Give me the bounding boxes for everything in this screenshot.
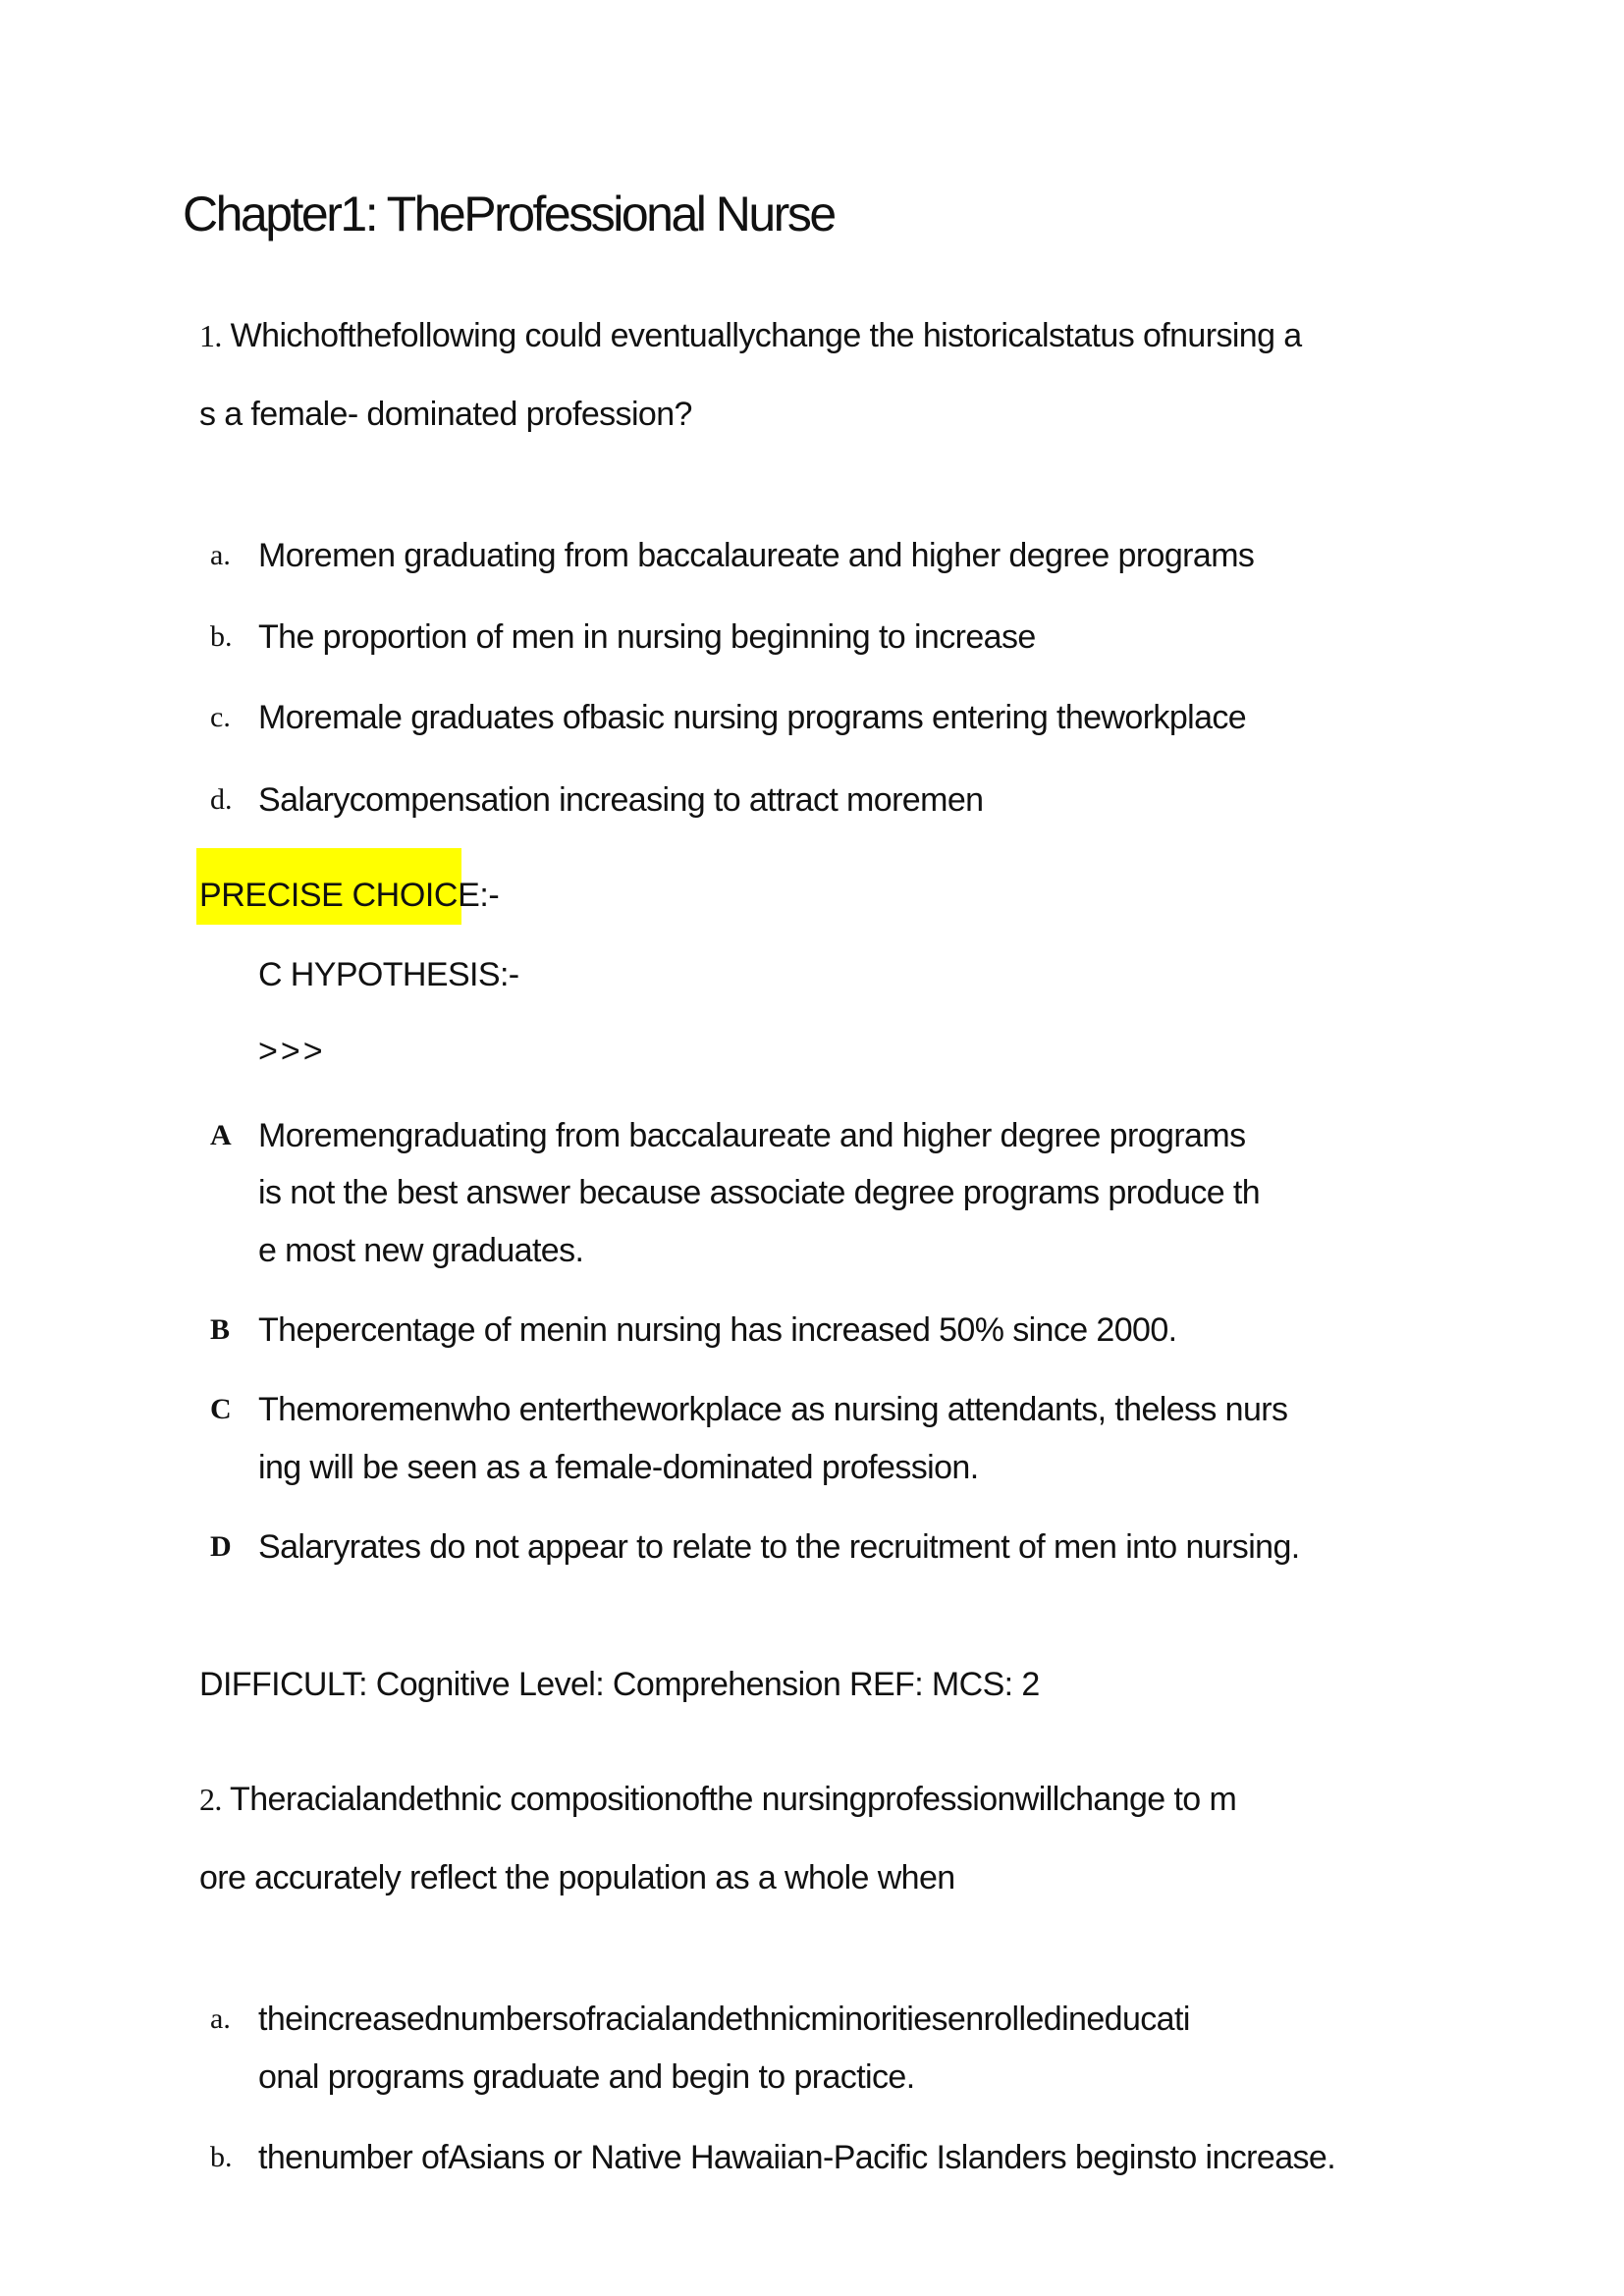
question-1-number: 1. bbox=[199, 318, 222, 353]
question-2-stem-line-1 bbox=[199, 1781, 1236, 1819]
q2-option-a-line-1: theincreasednumbersofracialandethnicminoritiesenrolledineducati bbox=[258, 2001, 1190, 2038]
option-a-letter: a. bbox=[210, 539, 231, 571]
rationale-a-letter: A bbox=[210, 1119, 232, 1151]
rationale-a-line-1: Moremengraduating from baccalaureate and higher degree programs bbox=[258, 1117, 1246, 1154]
question-1-meta: DIFFICULT: Cognitive Level: Comprehension REF: MCS: 2 bbox=[199, 1666, 1040, 1703]
question-1-stem-line-1 bbox=[199, 317, 1302, 355]
rationale-c-line-1: Themoremenwho entertheworkplace as nursing attendants, theless nurs bbox=[258, 1391, 1288, 1428]
answer-label: PRECISE CHOICE:- bbox=[199, 877, 500, 914]
arrows-marker: >>> bbox=[258, 1033, 326, 1070]
option-c-letter: c. bbox=[210, 701, 231, 733]
rationale-b-line-1: Thepercentage of menin nursing has increased 50% since 2000. bbox=[258, 1311, 1177, 1349]
rationale-c-line-2: ing will be seen as a female-dominated profession. bbox=[258, 1449, 979, 1486]
rationale-b-letter: B bbox=[210, 1313, 231, 1346]
q2-option-b-letter: b. bbox=[210, 2141, 233, 2173]
option-d-letter: d. bbox=[210, 783, 233, 816]
rationale-a-line-3: e most new graduates. bbox=[258, 1232, 584, 1269]
rationale-d-letter: D bbox=[210, 1530, 232, 1563]
rationale-d-line-1: Salaryrates do not appear to relate to the recruitment of men into nursing. bbox=[258, 1528, 1300, 1566]
rationale-a-line-2: is not the best answer because associate degree programs produce th bbox=[258, 1174, 1261, 1211]
rationale-c-letter: C bbox=[210, 1393, 232, 1425]
option-d-text: Salarycompensation increasing to attract moremen bbox=[258, 781, 984, 819]
hypothesis-label: C HYPOTHESIS:- bbox=[258, 956, 519, 993]
question-1-stem-line-2: s a female- dominated profession? bbox=[199, 396, 692, 433]
option-b-letter: b. bbox=[210, 620, 233, 653]
question-2-number: 2. bbox=[199, 1782, 222, 1817]
chapter-title: Chapter1: TheProfessional Nurse bbox=[183, 187, 835, 241]
q2-option-a-letter: a. bbox=[210, 2002, 231, 2035]
q2-option-b-line-1: thenumber ofAsians or Native Hawaiian-Pacific Islanders beginsto increase. bbox=[258, 2139, 1336, 2176]
option-c-text: Moremale graduates ofbasic nursing programs entering theworkplace bbox=[258, 699, 1247, 736]
option-b-text: The proportion of men in nursing beginning to increase bbox=[258, 618, 1036, 656]
question-1-stem-text-1: Whichofthefollowing could eventuallychange the historicalstatus ofnursing a bbox=[230, 317, 1302, 354]
q2-option-a-line-2: onal programs graduate and begin to practice. bbox=[258, 2058, 915, 2096]
question-2-stem-line-2: ore accurately reflect the population as a whole when bbox=[199, 1859, 955, 1896]
question-2-stem-text-1: Theracialandethnic compositionofthe nursingprofessionwillchange to m bbox=[230, 1781, 1237, 1818]
option-a-text: Moremen graduating from baccalaureate and higher degree programs bbox=[258, 537, 1255, 574]
